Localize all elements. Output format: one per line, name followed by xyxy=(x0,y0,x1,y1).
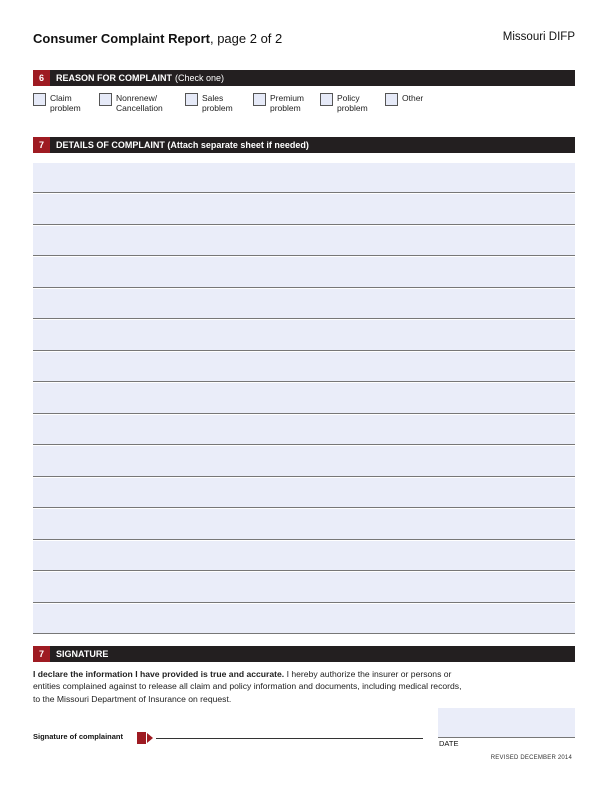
details-line[interactable] xyxy=(33,415,575,445)
agency-name: Missouri DIFP xyxy=(502,31,575,43)
details-line[interactable] xyxy=(33,604,575,634)
page-title xyxy=(33,31,282,46)
page-indicator: , page 2 of 2 xyxy=(209,31,283,46)
details-text-area[interactable] xyxy=(33,163,575,635)
option-claim-problem[interactable] xyxy=(33,93,81,113)
checkbox[interactable] xyxy=(320,93,333,106)
declaration-text xyxy=(33,668,463,705)
section-7-signature-header xyxy=(33,646,575,662)
checkbox[interactable] xyxy=(253,93,266,106)
checkbox[interactable] xyxy=(99,93,112,106)
details-line[interactable] xyxy=(33,478,575,508)
section-heading: SIGNATURE xyxy=(56,649,109,659)
signature-label: Signature of complainant xyxy=(33,732,124,741)
details-line[interactable] xyxy=(33,194,575,224)
option-other[interactable] xyxy=(385,93,423,106)
revision-note: REVISED DECEMBER 2014 xyxy=(490,755,572,761)
declaration-bold: I declare the information I have provided is true and accurate. xyxy=(33,669,285,679)
option-label: Sales problem xyxy=(202,93,233,113)
signature-field[interactable] xyxy=(156,738,423,739)
option-label: Other xyxy=(402,93,424,103)
checkbox[interactable] xyxy=(385,93,398,106)
section-7-details-header xyxy=(33,137,575,153)
section-6-header xyxy=(33,70,575,86)
option-nonrenew-cancellation[interactable] xyxy=(99,93,163,113)
option-policy-problem[interactable] xyxy=(320,93,368,113)
details-line[interactable] xyxy=(33,352,575,382)
option-sales-problem[interactable] xyxy=(185,93,233,113)
date-field[interactable] xyxy=(438,708,575,738)
section-heading: REASON FOR COMPLAINT xyxy=(56,73,172,83)
option-label: Nonrenew/ Cancellation xyxy=(116,93,163,113)
details-line[interactable] xyxy=(33,446,575,476)
section-number: 6 xyxy=(33,70,50,86)
checkbox[interactable] xyxy=(33,93,46,106)
checkbox[interactable] xyxy=(185,93,198,106)
section-heading-note: (Check one) xyxy=(175,73,225,83)
report-title: Consumer Complaint Report xyxy=(33,31,210,46)
details-line[interactable] xyxy=(33,383,575,413)
details-line[interactable] xyxy=(33,572,575,602)
section-number: 7 xyxy=(33,137,50,153)
details-line[interactable] xyxy=(33,163,575,193)
details-line[interactable] xyxy=(33,257,575,287)
section-number: 7 xyxy=(33,646,50,662)
declaration-rest: I hereby authorize the insurer or persons or entities complained against to release all claim and policy information and documents, including medical records, to the Missouri Department of Insurance on request. xyxy=(33,669,462,704)
option-premium-problem[interactable] xyxy=(253,93,304,113)
section-heading: DETAILS OF COMPLAINT (Attach separate sheet if needed) xyxy=(56,140,309,150)
arrow-right-icon xyxy=(137,732,153,744)
details-line[interactable] xyxy=(33,289,575,319)
details-line[interactable] xyxy=(33,320,575,350)
option-label: Premium problem xyxy=(270,93,305,113)
details-line[interactable] xyxy=(33,509,575,539)
option-label: Policy problem xyxy=(337,93,368,113)
option-label: Claim problem xyxy=(50,93,81,113)
details-line[interactable] xyxy=(33,541,575,571)
details-line[interactable] xyxy=(33,226,575,256)
date-label: DATE xyxy=(439,739,459,748)
